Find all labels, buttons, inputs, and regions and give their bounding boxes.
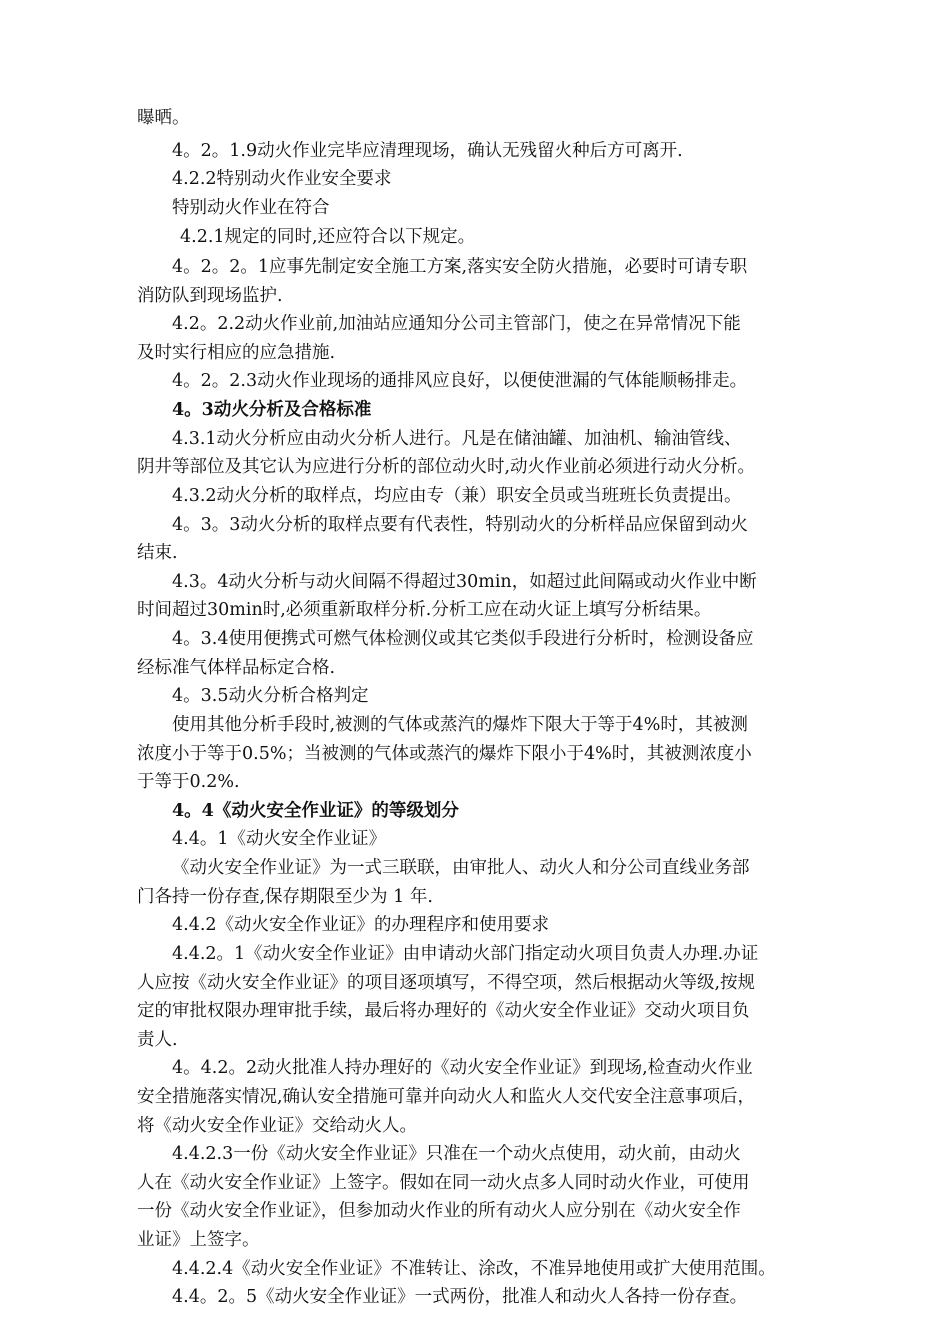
text-line: 4。3.4使用便携式可燃气体检测仪或其它类似手段进行分析时，检测设备应 [172,629,754,649]
text-line: 特别动火作业在符合 [172,198,330,218]
text-line: 结束. [137,543,178,563]
text-line: 将《动火安全作业证》交给动火人。 [137,1116,417,1136]
text-line: 4。3。3动火分析的取样点要有代表性，特别动火的分析样品应保留到动火 [172,515,748,535]
text-line: 经标准气体样品标定合格. [137,658,336,678]
text-line: 4.4.2.3一份《动火安全作业证》只准在一个动火点使用，动火前，由动火 [172,1144,741,1164]
text-line: 4。2。2.3动火作业现场的通排风应良好，以便使泄漏的气体能顺畅排走。 [172,371,748,391]
text-line: 人在《动火安全作业证》上签字。假如在同一动火点多人同时动火作业，可使用 [137,1173,750,1193]
text-line: 安全措施落实情况,确认安全措施可靠并向动火人和监火人交代安全注意事项后， [137,1087,756,1107]
section-heading: 4。4《动火安全作业证》的等级划分 [172,801,459,821]
text-line: 于等于0.2%. [137,772,240,792]
text-line: 及时实行相应的应急措施. [137,343,336,363]
text-line: 4.4.2《动火安全作业证》的办理程序和使用要求 [172,915,550,935]
text-line: 人应按《动火安全作业证》的项目逐项填写，不得空项，然后根据动火等级,按规 [137,973,756,993]
text-line: 4.3.2动火分析的取样点，均应由专（兼）职安全员或当班班长负责提出。 [172,486,742,506]
text-line: 责人. [137,1030,178,1050]
text-line: 4.2。2.2动火作业前,加油站应通知分公司主管部门，使之在异常情况下能 [172,314,741,334]
text-line: 4。2。1.9动火作业完毕应清理现场，确认无残留火种后方可离开. [172,141,683,161]
text-line: 阴井等部位及其它认为应进行分析的部位动火时,动火作业前必须进行动火分析。 [137,457,756,477]
text-line: 消防队到现场监护. [137,286,283,306]
text-line: 时间超过30min时,必须重新取样分析.分析工应在动火证上填写分析结果。 [137,600,712,620]
text-line: 4.4.2.4《动火安全作业证》不准转让、涂改，不准异地使用或扩大使用范围。 [172,1259,776,1279]
text-line: 浓度小于等于0.5%；当被测的气体或蒸汽的爆炸下限小于4%时，其被测浓度小 [137,744,752,764]
text-line: 4.2.1规定的同时,还应符合以下规定。 [180,227,476,247]
text-line: 4。4.2。2动火批准人持办理好的《动火安全作业证》到现场,检查动火作业 [172,1058,753,1078]
text-line: 4。3.5动火分析合格判定 [172,686,369,706]
text-line: 业证》上签字。 [137,1230,260,1250]
text-line: 使用其他分析手段时,被测的气体或蒸汽的爆炸下限大于等于4%时，其被测 [172,715,748,735]
text-line: 4.4.2。1《动火安全作业证》由申请动火部门指定动火项目负责人办理.办证 [172,944,759,964]
text-line: 一份《动火安全作业证》，但参加动火作业的所有动火人应分别在《动火安全作 [137,1201,741,1221]
text-line: 4.4。2。5《动火安全作业证》一式两份，批准人和动火人各持一份存查。 [172,1287,748,1307]
text-line: 4.4。1《动火安全作业证》 [172,829,386,849]
section-heading: 4.2.2特别动火作业安全要求 [172,169,392,189]
text-line: 4.3。4动火分析与动火间隔不得超过30min，如超过此间隔或动火作业中断 [172,572,757,592]
text-line: 门各持一份存查,保存期限至少为 1 年. [137,887,433,907]
text-line: 4。2。2。1应事先制定安全施工方案,落实安全防火措施，必要时可请专职 [172,257,748,277]
section-heading: 4。3动火分析及合格标准 [172,400,372,420]
text-line: 定的审批权限办理审批手续，最后将办理好的《动火安全作业证》交动火项目负 [137,1001,750,1021]
text-line: 4.3.1动火分析应由动火分析人进行。凡是在储油罐、加油机、输油管线、 [172,429,742,449]
text-line: 《动火安全作业证》为一式三联联，由审批人、动火人和分公司直线业务部 [172,858,750,878]
text-line: 曝晒。 [137,108,190,128]
